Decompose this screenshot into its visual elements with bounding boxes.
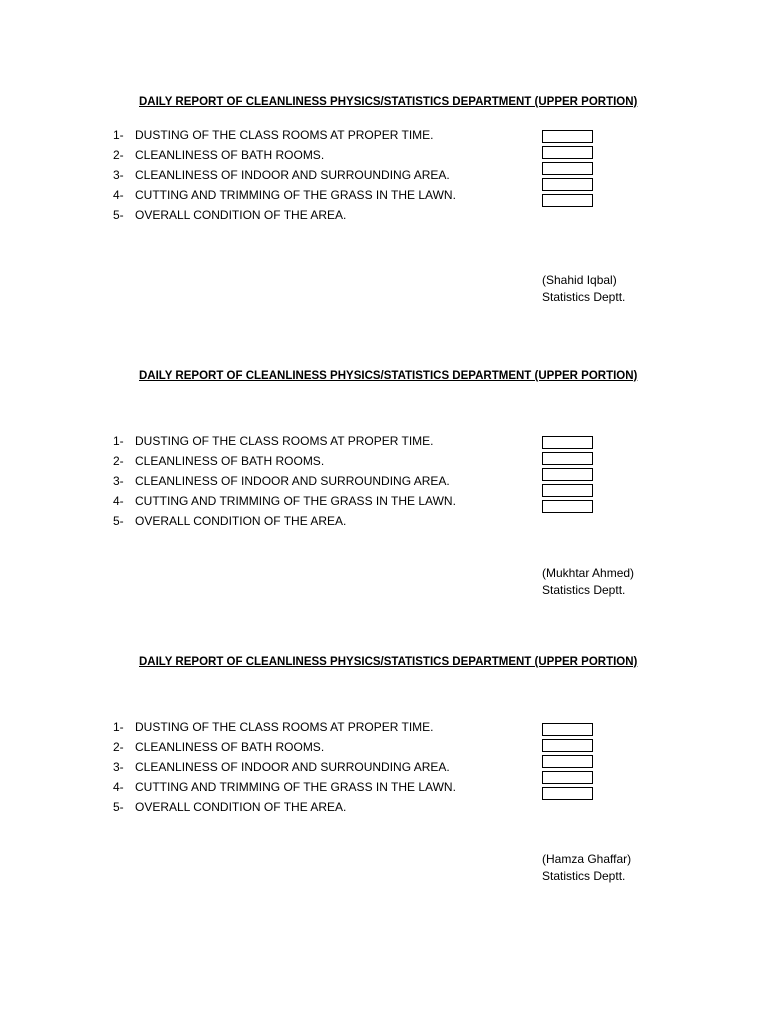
signature-name: (Mukhtar Ahmed): [542, 566, 635, 580]
list-item: [113, 779, 456, 795]
signature-dept: Statistics Deptt.: [542, 583, 626, 597]
list-item: [113, 719, 434, 735]
item-number: 5-: [113, 208, 124, 222]
item-text: DUSTING OF THE CLASS ROOMS AT PROPER TIME.: [135, 434, 434, 448]
list-item: [113, 147, 324, 163]
item-text: OVERALL CONDITION OF THE AREA.: [135, 800, 347, 814]
check-box-3[interactable]: [542, 162, 593, 175]
item-number: 4-: [113, 780, 124, 794]
list-item: [113, 453, 324, 469]
item-text: DUSTING OF THE CLASS ROOMS AT PROPER TIME.: [135, 720, 434, 734]
signature-block: [542, 565, 634, 599]
list-item: [113, 433, 434, 449]
signature-block: [542, 272, 625, 306]
list-item: [113, 739, 324, 755]
item-number: 1-: [113, 434, 124, 448]
item-text: CLEANLINESS OF BATH ROOMS.: [135, 454, 325, 468]
item-text: CUTTING AND TRIMMING OF THE GRASS IN THE LAWN.: [135, 494, 456, 508]
check-box-3[interactable]: [542, 755, 593, 768]
item-number: 3-: [113, 760, 124, 774]
item-text: CUTTING AND TRIMMING OF THE GRASS IN THE LAWN.: [135, 188, 456, 202]
check-box-4[interactable]: [542, 178, 593, 191]
signature-name: (Hamza Ghaffar): [542, 852, 632, 866]
report-title: DAILY REPORT OF CLEANLINESS PHYSICS/STATISTICS DEPARTMENT (UPPER PORTION): [139, 96, 638, 108]
check-box-5[interactable]: [542, 500, 593, 513]
list-item: [113, 759, 450, 775]
item-text: CLEANLINESS OF BATH ROOMS.: [135, 148, 325, 162]
item-text: DUSTING OF THE CLASS ROOMS AT PROPER TIME.: [135, 128, 434, 142]
check-box-2[interactable]: [542, 452, 593, 465]
item-text: CUTTING AND TRIMMING OF THE GRASS IN THE LAWN.: [135, 780, 456, 794]
report-title: DAILY REPORT OF CLEANLINESS PHYSICS/STATISTICS DEPARTMENT (UPPER PORTION): [139, 370, 638, 382]
list-item: [113, 513, 346, 529]
check-box-3[interactable]: [542, 468, 593, 481]
report-title: DAILY REPORT OF CLEANLINESS PHYSICS/STATISTICS DEPARTMENT (UPPER PORTION): [139, 656, 638, 668]
item-text: CLEANLINESS OF INDOOR AND SURROUNDING AREA.: [135, 168, 450, 182]
check-box-4[interactable]: [542, 484, 593, 497]
list-item: [113, 207, 346, 223]
item-text: CLEANLINESS OF INDOOR AND SURROUNDING AREA.: [135, 760, 450, 774]
item-number: 2-: [113, 148, 124, 162]
check-box-1[interactable]: [542, 723, 593, 736]
check-box-5[interactable]: [542, 194, 593, 207]
item-text: OVERALL CONDITION OF THE AREA.: [135, 514, 347, 528]
item-number: 2-: [113, 740, 124, 754]
item-number: 5-: [113, 800, 124, 814]
item-text: OVERALL CONDITION OF THE AREA.: [135, 208, 347, 222]
check-box-2[interactable]: [542, 146, 593, 159]
check-box-1[interactable]: [542, 130, 593, 143]
item-number: 3-: [113, 168, 124, 182]
item-number: 3-: [113, 474, 124, 488]
list-item: [113, 127, 434, 143]
check-box-2[interactable]: [542, 739, 593, 752]
item-number: 5-: [113, 514, 124, 528]
item-number: 4-: [113, 188, 124, 202]
list-item: [113, 799, 346, 815]
list-item: [113, 493, 456, 509]
signature-name: (Shahid Iqbal): [542, 273, 617, 287]
list-item: [113, 473, 450, 489]
list-item: [113, 187, 456, 203]
item-number: 4-: [113, 494, 124, 508]
signature-dept: Statistics Deptt.: [542, 869, 626, 883]
signature-block: [542, 851, 631, 885]
check-box-5[interactable]: [542, 787, 593, 800]
check-box-1[interactable]: [542, 436, 593, 449]
item-text: CLEANLINESS OF INDOOR AND SURROUNDING AREA.: [135, 474, 450, 488]
item-number: 1-: [113, 720, 124, 734]
signature-dept: Statistics Deptt.: [542, 290, 626, 304]
item-text: CLEANLINESS OF BATH ROOMS.: [135, 740, 325, 754]
list-item: [113, 167, 450, 183]
item-number: 1-: [113, 128, 124, 142]
item-number: 2-: [113, 454, 124, 468]
check-box-4[interactable]: [542, 771, 593, 784]
